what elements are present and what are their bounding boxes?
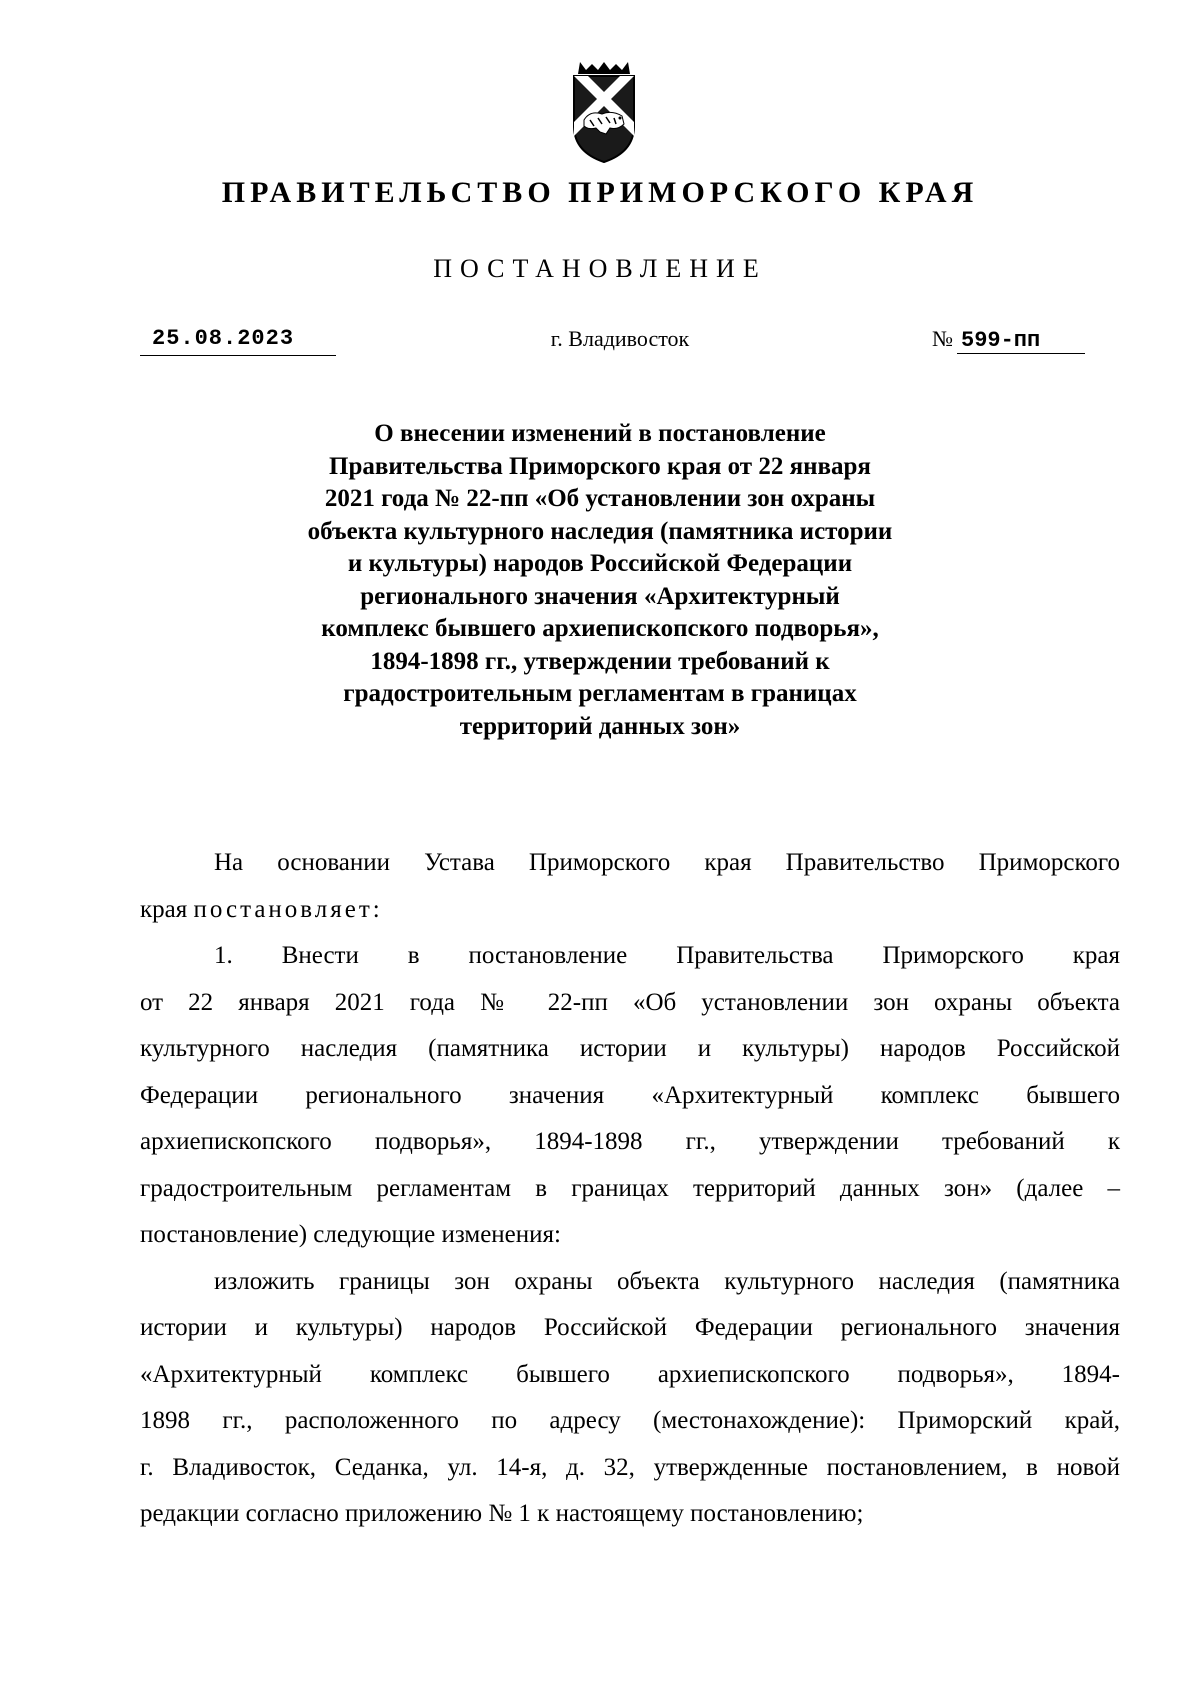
coat-of-arms-emblem bbox=[566, 60, 642, 166]
title-line: территорий данных зон» bbox=[459, 712, 741, 740]
document-city: г. Владивосток bbox=[550, 326, 690, 351]
body-line: г. Владивосток, Седанка, ул. 14-я, д. 32, утвержденные постановлением, в новой bbox=[140, 1453, 1120, 1481]
document-number-block bbox=[932, 326, 1085, 354]
document-body bbox=[140, 840, 1120, 1538]
body-line: Федерации регионального значения «Архитектурный комплекс бывшего bbox=[140, 1081, 1120, 1109]
number-prefix: № bbox=[932, 326, 953, 351]
body-line: постановление) следующие изменения: bbox=[140, 1221, 561, 1248]
body-line: от 22 января 2021 года № 22-пп «Об установлении зон охраны объекта bbox=[140, 988, 1120, 1016]
body-line: архиепископского подворья», 1894-1898 гг., утверждении требований к bbox=[140, 1128, 1120, 1155]
title-line: регионального значения «Архитектурный bbox=[360, 582, 840, 610]
document-type: ПОСТАНОВЛЕНИЕ bbox=[433, 254, 767, 283]
body-line: истории и культуры) народов Российской Федерации регионального значения bbox=[140, 1314, 1120, 1341]
body-line: градостроительным регламентам в границах территорий данных зон» (далее – bbox=[140, 1174, 1120, 1202]
body-line bbox=[140, 887, 1120, 934]
title-line: О внесении изменений в постановление bbox=[374, 420, 826, 447]
body-line: 1. Внести в постановление Правительства Приморского края bbox=[214, 942, 1120, 969]
resolution-word: постановляет: bbox=[193, 895, 383, 923]
body-text: края bbox=[140, 895, 194, 923]
body-line: изложить границы зон охраны объекта культурного наследия (памятника bbox=[214, 1267, 1120, 1295]
title-line: комплекс бывшего архиепископского подворья», bbox=[321, 615, 879, 642]
title-line: 1894-1898 гг., утверждении требований к bbox=[370, 647, 830, 675]
document-date: 25.08.2023 bbox=[140, 326, 336, 356]
document-title bbox=[210, 418, 990, 743]
body-line: 1898 гг., расположенного по адресу (местонахождение): Приморский край, bbox=[140, 1407, 1120, 1434]
title-line: объекта культурного наследия (памятника истории bbox=[307, 517, 893, 545]
document-number: 599-пп bbox=[957, 328, 1085, 354]
body-line: редакции согласно приложению № 1 к настоящему постановлению; bbox=[140, 1500, 864, 1527]
title-line: и культуры) народов Российской Федерации bbox=[347, 550, 853, 577]
title-line: Правительства Приморского края от 22 января bbox=[329, 452, 871, 480]
title-line: 2021 года № 22-пп «Об установлении зон охраны bbox=[324, 485, 876, 512]
organization-name: ПРАВИТЕЛЬСТВО ПРИМОРСКОГО КРАЯ bbox=[221, 176, 979, 209]
body-line: На основании Устава Приморского края Правительство Приморского bbox=[214, 849, 1120, 876]
title-line: градостроительным регламентам в границах bbox=[343, 680, 857, 707]
body-line: культурного наследия (памятника истории и культуры) народов Российской bbox=[140, 1035, 1120, 1062]
body-line: «Архитектурный комплекс бывшего архиепископского подворья», 1894- bbox=[140, 1360, 1120, 1388]
